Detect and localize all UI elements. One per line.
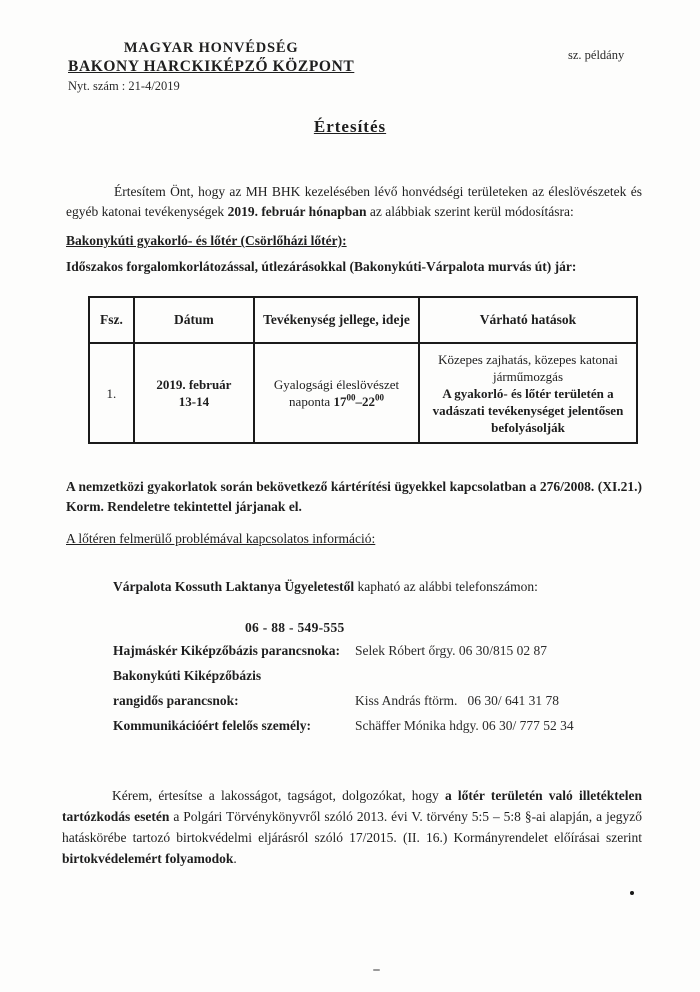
- activity-time-prefix: naponta: [289, 394, 334, 409]
- organization-name: MAGYAR HONVÉDSÉG: [123, 40, 299, 56]
- document-title: Értesítés: [313, 117, 387, 136]
- header-effects: Várható hatások: [419, 297, 637, 343]
- cell-date: [134, 343, 254, 443]
- closing-text-1: Kérem, értesítse a lakosságot, tagságot, dolgozókat, hogy: [112, 787, 445, 803]
- scan-artifact-dash: [373, 969, 380, 971]
- intro-text-1: Értesítem Önt, hogy az MH BHK kezelésében lévő honvédségi területeken az éleslövészetek és egyéb katonai tevékenységek: [66, 183, 642, 219]
- contact-list: [113, 643, 613, 743]
- contact-intro-rest: kapható az alábbi telefonszámon:: [354, 579, 538, 594]
- contact-value: Schäffer Mónika hdgy. 06 30/ 777 52 34: [355, 718, 574, 733]
- closing-bold-2: birtokvédelemért folyamodok: [62, 850, 234, 866]
- table-row: [89, 343, 637, 443]
- contact-label: Hajmáskér Kiképzőbázis parancsnoka:: [113, 643, 341, 658]
- time-start-sup: 00: [346, 392, 356, 403]
- contact-row-hajmasker: [113, 643, 613, 668]
- letterhead: [68, 40, 354, 94]
- contact-intro: [113, 579, 538, 595]
- time-end-sup: 00: [374, 392, 384, 403]
- effects-normal-text: Közepes zajhatás, közepes katonai járműmozgás: [438, 351, 618, 384]
- contact-row-bakonykuti: [113, 668, 613, 693]
- range-section-heading: Bakonykúti gyakorló- és lőtér (Csörlőházi lőtér):: [66, 233, 347, 248]
- date-line-2: 13-14: [178, 394, 210, 409]
- closing-text-3: .: [233, 850, 237, 866]
- duty-phone-number: 06 - 88 - 549-555: [245, 620, 345, 635]
- cell-activity: [254, 343, 419, 443]
- scan-artifact-dot: [630, 891, 634, 895]
- header-date: Dátum: [134, 297, 254, 343]
- contact-value: Kiss András ftörm. 06 30/ 641 31 78: [355, 693, 559, 708]
- closing-paragraph: [62, 785, 642, 869]
- intro-text-2: az alábbiak szerint kerül módosításra:: [366, 203, 574, 219]
- time-start: 17: [333, 394, 347, 409]
- contact-label: rangidős parancsnok:: [113, 693, 239, 708]
- time-end: 22: [361, 394, 375, 409]
- header-activity: Tevékenység jellege, ideje: [254, 297, 419, 343]
- schedule-table: [88, 296, 638, 444]
- activity-line-1: Gyalogsági éleslövészet: [273, 377, 400, 392]
- contact-value: Selek Róbert őrgy. 06 30/815 02 87: [355, 643, 547, 658]
- contact-row-communications: [113, 718, 613, 743]
- contact-intro-bold: Várpalota Kossuth Laktanya Ügyeletestől: [113, 579, 355, 594]
- header-fsz: Fsz.: [89, 297, 134, 343]
- cell-fsz: 1.: [89, 343, 134, 443]
- organization-unit: BAKONY HARCKIKÉPZŐ KÖZPONT: [68, 58, 355, 75]
- contact-label: Kommunikációért felelős személy:: [113, 718, 311, 733]
- time-separator: –: [355, 394, 362, 409]
- intro-bold-date: 2019. február hónapban: [227, 203, 367, 219]
- copy-number-label: sz. példány: [568, 48, 625, 62]
- date-line-1: 2019. február: [156, 377, 232, 392]
- table-header-row: [89, 297, 637, 343]
- intro-paragraph: [66, 182, 642, 222]
- effects-bold-text: A gyakorló- és lőtér területén a vadászati tevékenységet jelentősen befolyásolják: [432, 385, 624, 435]
- registry-number: Nyt. szám : 21-4/2019: [68, 79, 180, 93]
- cell-effects: [419, 343, 637, 443]
- contact-row-senior-commander: [113, 693, 613, 718]
- range-section-subheading: Időszakos forgalomkorlátozással, útlezárásokkal (Bakonykúti-Várpalota murvás út) jár:: [66, 259, 577, 274]
- closing-bold-1: a lőtér területén való illetéktelen tartózkodás esetén: [62, 787, 642, 824]
- closing-text-2: a Polgári Törvénykönyvről szóló 2013. évi V. törvény 5:5 – 5:8 §-ai alapján, a jegyző hatáskörébe tartozó birtokvédelmi eljárásról szóló 17/2015. (II. 16.) Kormányrendelet előírásai szerint: [62, 808, 642, 845]
- activity-time: [289, 394, 384, 409]
- info-heading: A lőtéren felmerülő problémával kapcsolatos információ:: [66, 531, 376, 546]
- contact-label: Bakonykúti Kiképzőbázis: [113, 668, 262, 683]
- legal-notice-paragraph: A nemzetközi gyakorlatok során bekövetkező kártérítési ügyekkel kapcsolatban a 276/2008. (XI.21.) Korm. Rendeletre tekintettel járjanak el.: [66, 478, 642, 514]
